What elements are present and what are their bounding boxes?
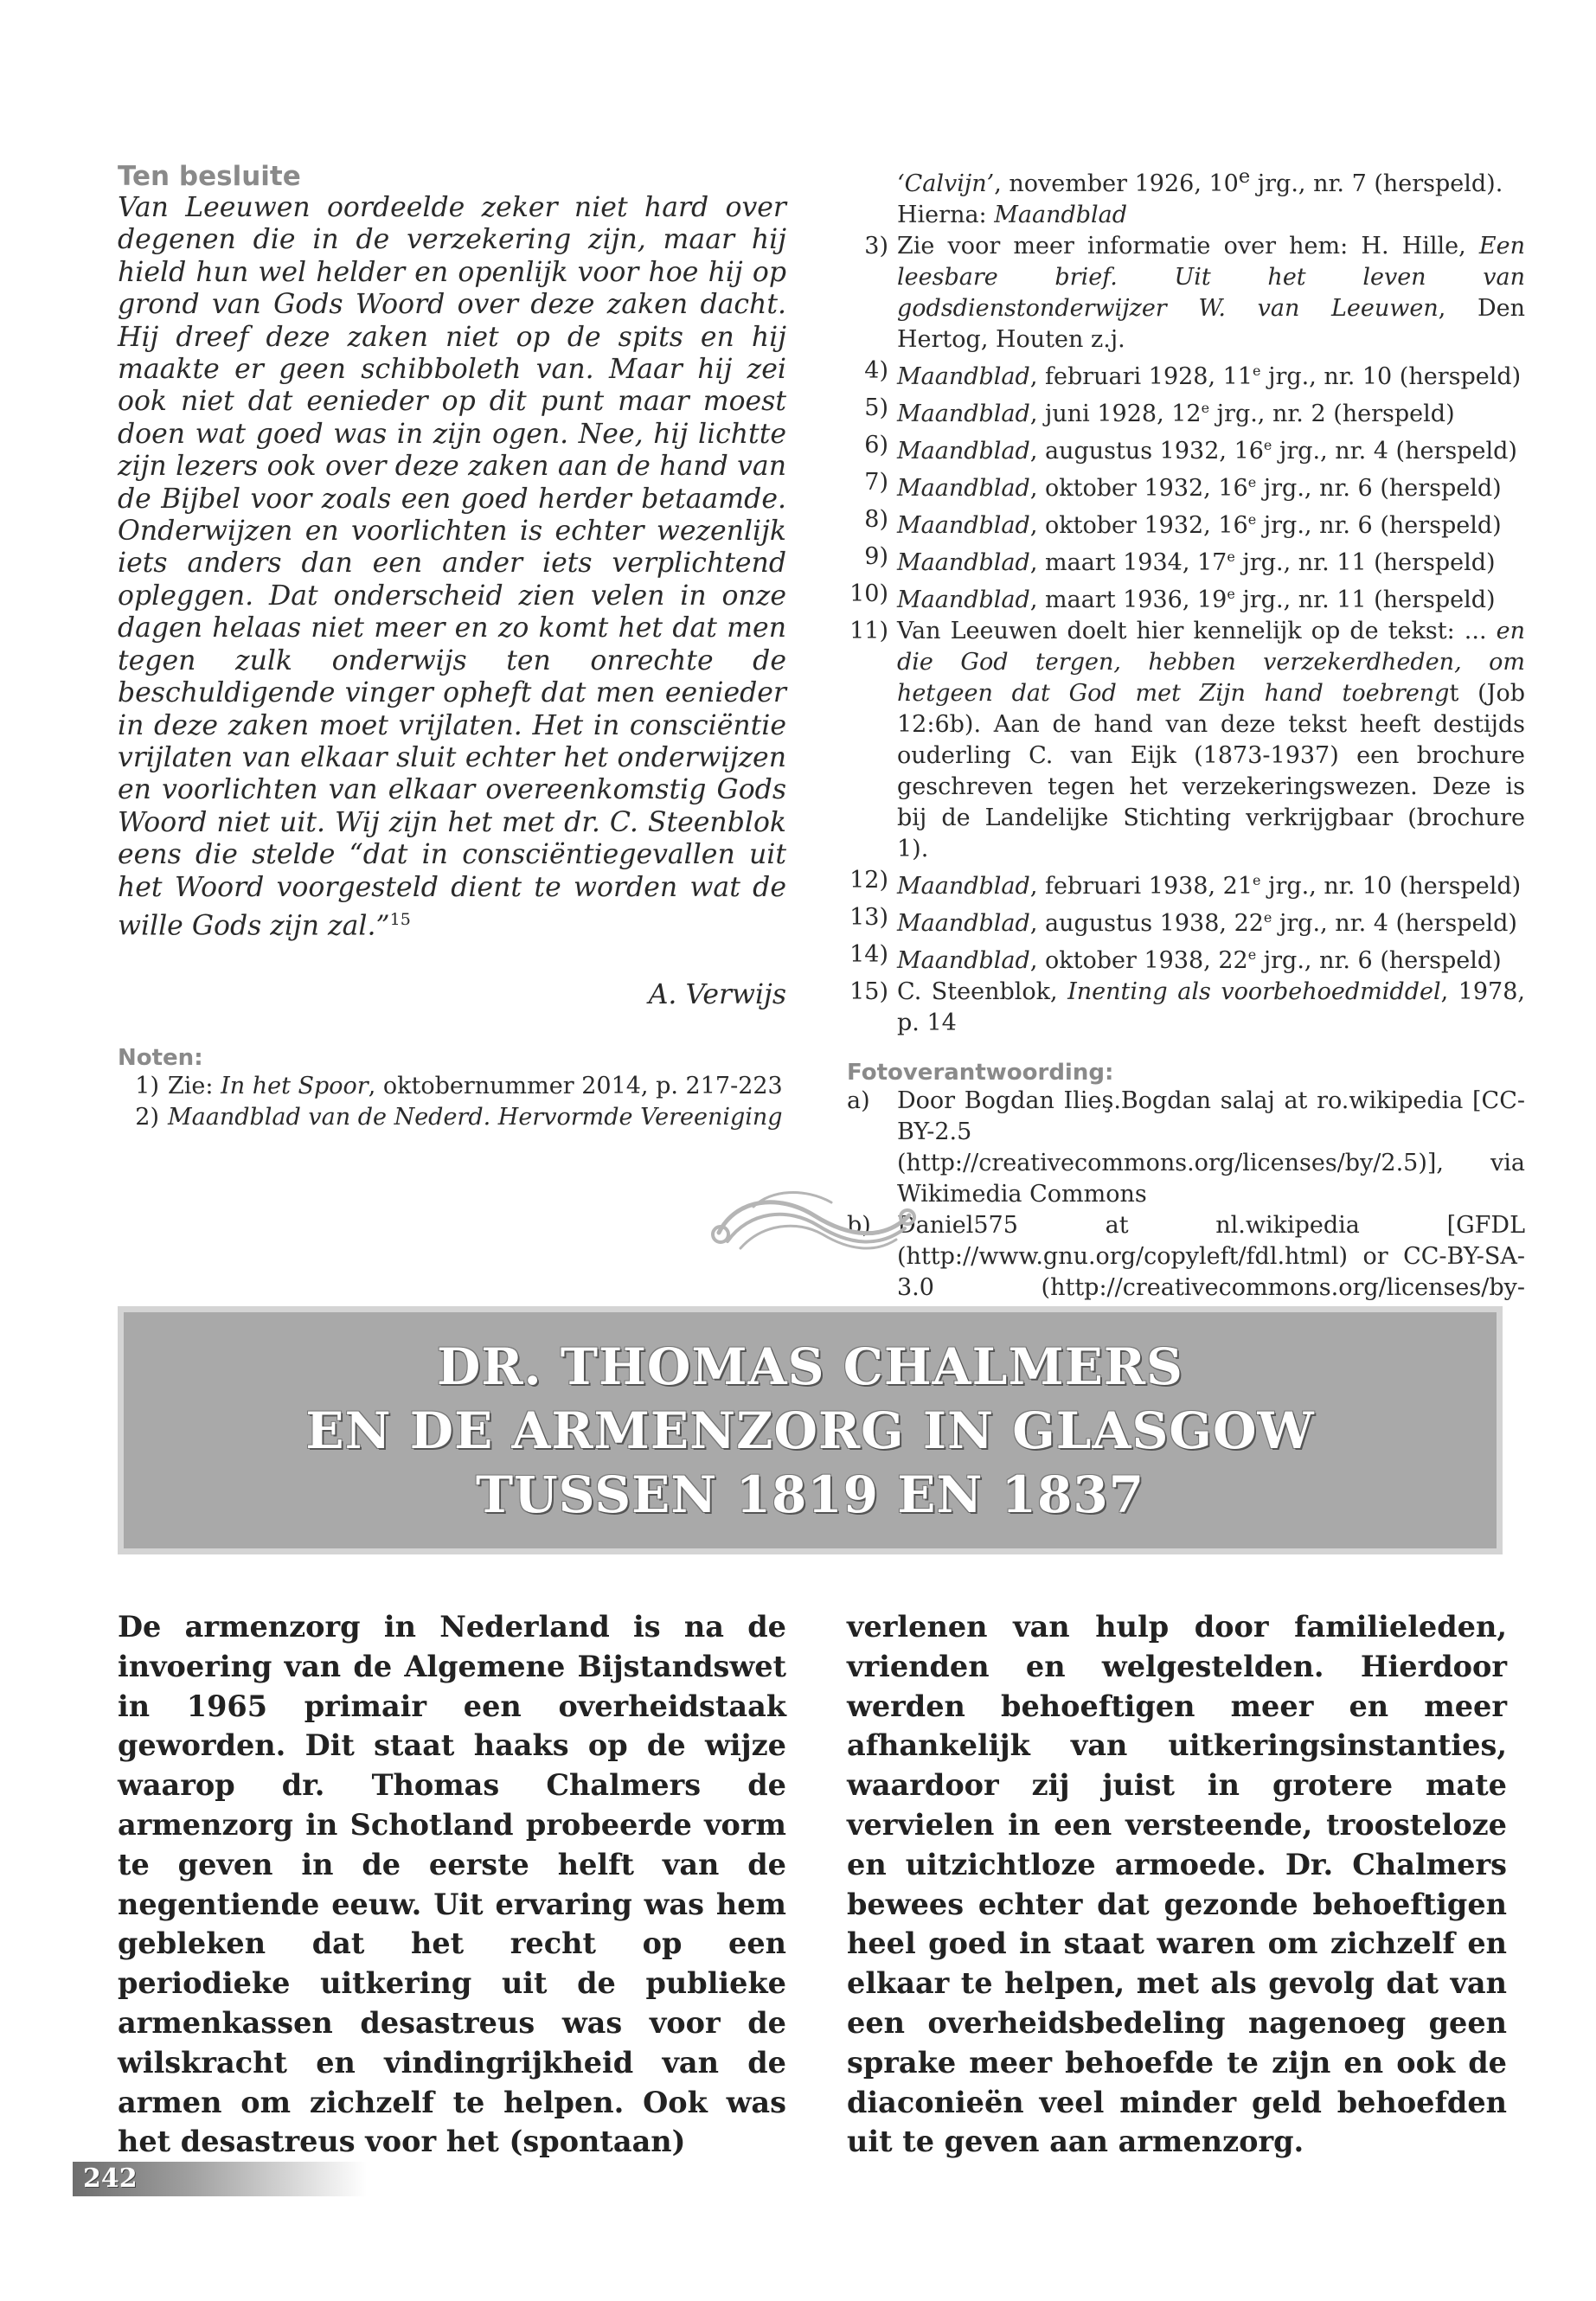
- note-text: jrg., nr. 4 (herspeld): [1272, 438, 1517, 465]
- photo-credit-item: [847, 1086, 1525, 1210]
- note-number: 13): [849, 904, 888, 931]
- note-item: [847, 865, 1525, 902]
- note-number: 15): [849, 978, 888, 1005]
- footnote-ref: 15: [389, 909, 411, 929]
- note-text: , augustus 1932, 16: [1029, 438, 1264, 465]
- note-number: 9): [864, 543, 888, 570]
- note-item: [847, 939, 1525, 977]
- note-italic: Maandblad: [897, 438, 1030, 465]
- note-text: t (Job 12:6b). Aan de hand van deze tekst heeft destijds ouderling C. van Eijk (1873-1937) een brochure geschreven tegen het verzekeringswezen. Deze is bij de Landelijke Stichting verkrijgbaar (brochure 1).: [897, 680, 1525, 862]
- note-text: C. Steenblok,: [897, 978, 1068, 1005]
- note-italic: Maandblad: [897, 910, 1030, 937]
- note-item: [847, 542, 1525, 579]
- note-text: jrg., nr. 2 (herspeld): [1209, 401, 1455, 427]
- superscript: e: [1253, 362, 1261, 379]
- note-italic: Maandblad: [897, 401, 1030, 427]
- conclusion-section: [118, 161, 786, 1133]
- article-title-line: TUSSEN 1819 EN 1837: [475, 1465, 1145, 1524]
- note-text: , februari 1928, 11: [1029, 363, 1253, 390]
- note-item: [118, 1071, 786, 1102]
- note-text: jrg., nr. 11 (herspeld): [1234, 549, 1496, 576]
- note-number: 10): [849, 580, 888, 607]
- note-italic: Maandblad: [897, 512, 1030, 539]
- note-item: [847, 977, 1525, 1039]
- note-item: [847, 616, 1525, 865]
- note-number: 2): [135, 1103, 159, 1131]
- note-text: jrg., nr. 6 (herspeld): [1256, 475, 1502, 502]
- scroll-ornament-icon: [702, 1181, 926, 1267]
- note-number: 6): [864, 432, 888, 458]
- note-italic: Maandblad: [897, 363, 1030, 390]
- note-italic: Maandblad van de Nederd. Hervormde Vereeniging: [168, 1103, 783, 1131]
- note-number: 1): [135, 1072, 159, 1099]
- note-item: [118, 1102, 786, 1133]
- note-italic: In het Spoor: [221, 1072, 369, 1099]
- section-heading: Ten besluite: [118, 161, 301, 192]
- note-italic: Inenting als voorbehoedmiddel: [1067, 978, 1441, 1005]
- note-italic: ‘Calvijn’: [897, 170, 995, 197]
- superscript: e: [1263, 909, 1272, 926]
- note-text: , maart 1936, 19: [1029, 586, 1227, 613]
- superscript: e: [1238, 165, 1251, 188]
- credit-label: a): [847, 1087, 870, 1114]
- note-italic: Maandblad: [897, 475, 1030, 502]
- credit-label: b): [847, 1212, 871, 1239]
- note-number: 14): [849, 941, 888, 968]
- superscript: e: [1227, 586, 1235, 602]
- note-text: , augustus 1938, 22: [1029, 910, 1264, 937]
- article-title-line: DR. THOMAS CHALMERS: [437, 1336, 1183, 1396]
- note-number: 5): [864, 394, 888, 421]
- note-text: jrg., nr. 11 (herspeld): [1234, 586, 1496, 613]
- note-text: jrg., nr. 10 (herspeld): [1260, 363, 1522, 390]
- note-number: 8): [864, 506, 888, 533]
- note-item: [847, 430, 1525, 467]
- note-text: , februari 1938, 21: [1029, 873, 1253, 900]
- notes-heading: Noten:: [118, 1044, 203, 1071]
- note-italic: Maandblad: [897, 549, 1030, 576]
- note-text: , oktober 1932, 16: [1029, 475, 1248, 502]
- credit-text: Daniel575 at nl.wikipedia [GFDL (http://www.gnu.org/copyleft/fdl.html) or CC-BY-SA-3.0 (http://creativecommons.org/licenses/by-: [897, 1212, 1525, 1301]
- conclusion-text: [118, 192, 786, 943]
- note-text: jrg., nr. 7 (herspeld). Hierna:: [897, 170, 1503, 228]
- note-text: Zie voor meer informatie over hem: H. Hille,: [897, 233, 1479, 260]
- note-text: , oktobernummer 2014, p. 217-223: [368, 1072, 783, 1099]
- note-item: [847, 467, 1525, 504]
- page-number: 242: [83, 2163, 138, 2194]
- note-text: jrg., nr. 10 (herspeld): [1260, 873, 1522, 900]
- note-text: jrg., nr. 4 (herspeld): [1272, 910, 1517, 937]
- note-text: , juni 1928, 12: [1029, 401, 1202, 427]
- superscript: e: [1247, 511, 1257, 528]
- note-italic: Maandblad: [897, 947, 1030, 974]
- note-text: jrg., nr. 6 (herspeld): [1256, 512, 1502, 539]
- note-item: [847, 902, 1525, 939]
- note-text: , oktober 1932, 16: [1029, 512, 1248, 539]
- note-number: 12): [849, 867, 888, 894]
- note-item: [847, 504, 1525, 542]
- note-item: [847, 356, 1525, 393]
- note-text: Van Leeuwen doelt hier kennelijk op de tekst: ...: [897, 618, 1497, 644]
- note-item: [847, 579, 1525, 616]
- note-italic: Maandblad: [897, 873, 1030, 900]
- note-text: , november 1926, 10: [994, 170, 1239, 197]
- superscript: e: [1263, 437, 1272, 453]
- note-number: 7): [864, 469, 888, 496]
- superscript: e: [1253, 872, 1261, 888]
- notes-continued: [847, 161, 1525, 1335]
- note-text: , 1978, p. 14: [897, 978, 1525, 1036]
- note-number: 3): [864, 233, 888, 260]
- article-title-banner: [118, 1306, 1503, 1554]
- credit-text: Door Bogdan Ilieş.Bogdan salaj at ro.wikipedia [CC-BY-2.5 (http://creativecommons.org/licenses/by/2.5)], via Wikimedia Commons: [897, 1087, 1525, 1208]
- note-item: [847, 393, 1525, 430]
- superscript: e: [1247, 946, 1257, 963]
- lead-paragraph-left: De armenzorg in Nederland is na de invoering van de Algemene Bijstandswet in 1965 primair een overheidstaak geworden. Dit staat haaks op de wijze waarop dr. Thomas Chalmers de armenzorg in Schotland probeerde vorm te geven in de eerste helft van de negentiende eeuw. Uit ervaring was hem gebleken dat het recht op een periodieke uitkering uit de publieke armenkassen desastreus was voor de wilskracht en vindingrijkheid van de armen om zichzelf te helpen. Ook was het desastreus voor het (spontaan): [118, 1610, 786, 2159]
- author-signature: A. Verwijs: [648, 978, 786, 1010]
- note-italic: Maandblad: [897, 586, 1030, 613]
- lead-paragraph-right: verlenen van hulp door familieleden, vrienden en welgestelden. Hierdoor werden behoeftigen meer en meer afhankelijk van uitkeringsinstanties, waardoor zij juist in grotere mate vervielen in een versteende, troosteloze en uitzichtloze armoede. Dr. Chalmers bewees echter dat gezonde behoeftigen heel goed in staat waren om zichzelf en elkaar te helpen, met als gevolg dat van een overheidsbedeling nagenoeg geen sprake meer behoefde te zijn en ook de diaconieën veel minder geld behoefden uit te geven aan armenzorg.: [847, 1610, 1507, 2159]
- photo-credits-heading: Fotoverantwoording:: [847, 1060, 1114, 1086]
- article-title-line: EN DE ARMENZORG IN GLASGOW: [305, 1400, 1315, 1460]
- conclusion-body: Van Leeuwen oordeelde zeker niet hard over degenen die in de verzekering zijn, maar hij hield hun wel helder en openlijk voor hoe hij op grond van Gods Woord over deze zaken dacht. Hij dreef deze zaken niet op de spits en hij maakte er geen schibboleth van. Maar hij zei ook niet dat eenieder op dit punt maar moest doen wat goed was in zijn ogen. Nee, hij lichtte zijn lezers ook over deze zaken aan de hand van de Bijbel voor zoals een goed herder betaamde. Onderwijzen en voorlichten is echter wezenlijk iets anders dan een ander iets verplichtend opleggen. Dat onderscheid zien velen in onze dagen helaas niet meer en zo komt het dat men tegen zulk onderwijs ten onrechte de beschuldigende vinger opheft dat men eenieder in deze zaken moet vrijlaten. Het in consciëntie vrijlaten van elkaar sluit echter het onderwijzen en voorlichten van elkaar overeenkomstig Gods Woord niet uit. Wij zijn het met dr. C. Steenblok eens die stelde “dat in consciëntiegevallen uit het Woord voorgesteld dient te worden wat de wille Gods zijn zal.”: [118, 192, 786, 942]
- note-text: , oktober 1938, 22: [1029, 947, 1248, 974]
- superscript: e: [1227, 548, 1235, 565]
- note-italic: Een leesbare brief. Uit het leven van godsdienstonderwijzer W. van Leeuwen: [897, 233, 1525, 322]
- note-item: [847, 231, 1525, 356]
- note-text: , maart 1934, 17: [1029, 549, 1227, 576]
- note-text: Zie:: [168, 1072, 221, 1099]
- note-italic: en die God tergen, hebben verzekerdheden, om hetgeen dat God met Zijn hand toebreng: [897, 618, 1525, 707]
- note-text: jrg., nr. 6 (herspeld): [1256, 947, 1502, 974]
- note-text: , Den Hertog, Houten z.j.: [897, 295, 1525, 353]
- note-italic: Maandblad: [994, 202, 1128, 228]
- superscript: e: [1247, 474, 1257, 490]
- note-number: 4): [864, 357, 888, 384]
- note-continuation: [847, 161, 1525, 231]
- note-number: 11): [849, 618, 888, 644]
- superscript: e: [1201, 400, 1210, 416]
